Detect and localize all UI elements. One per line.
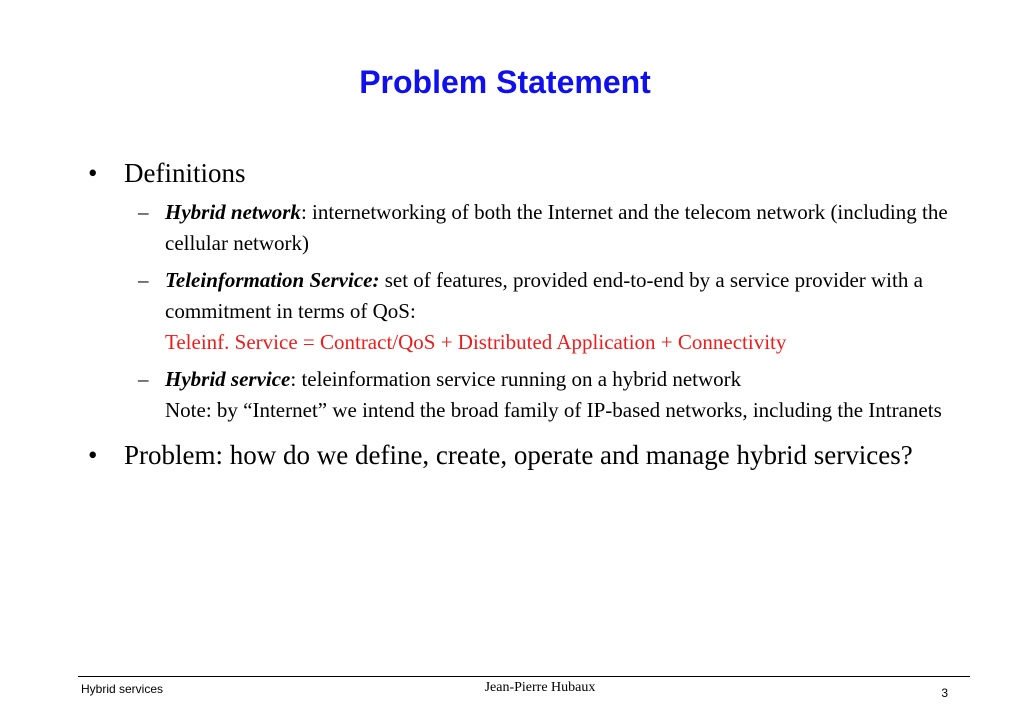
term-hybrid-service: Hybrid service [165, 367, 291, 391]
footer-topic: Hybrid services [81, 682, 164, 696]
bullet-marker: • [88, 440, 98, 470]
term-teleinformation-service: Teleinformation Service: [165, 268, 380, 292]
footer-divider [78, 676, 970, 677]
dash-marker: – [138, 200, 149, 224]
bullet-text: Definitions [124, 158, 246, 188]
service-formula: Teleinf. Service = Contract/QoS + Distributed Application + Connectivity [165, 330, 787, 354]
term-hybrid-network: Hybrid network [165, 200, 301, 224]
subitem-teleinformation-service [88, 265, 968, 358]
dash-marker: – [138, 367, 149, 391]
page-number: 3 [941, 686, 948, 700]
dash-marker: – [138, 268, 149, 292]
bullet-text: Problem: how do we define, create, operate and manage hybrid services? [124, 440, 913, 470]
slide-content [88, 156, 968, 472]
bullet-problem [88, 438, 968, 472]
bullet-definitions [88, 156, 968, 190]
footer-author: Jean-Pierre Hubaux [484, 680, 596, 695]
bullet-marker: • [88, 158, 98, 188]
definition-teleinformation-service: set of features, provided end-to-end by a service provider with a commitment in terms of QoS: [165, 268, 923, 323]
subitem-hybrid-network [88, 197, 968, 259]
definition-hybrid-service: : teleinformation service running on a hybrid network [290, 367, 742, 391]
subitem-hybrid-service [88, 364, 968, 426]
definition-hybrid-network: : internetworking of both the Internet and the telecom network (including the cellular network) [165, 200, 948, 255]
slide-title: Problem Statement [359, 64, 651, 100]
internet-note: Note: by “Internet” we intend the broad family of IP-based networks, including the Intranets [165, 398, 942, 422]
